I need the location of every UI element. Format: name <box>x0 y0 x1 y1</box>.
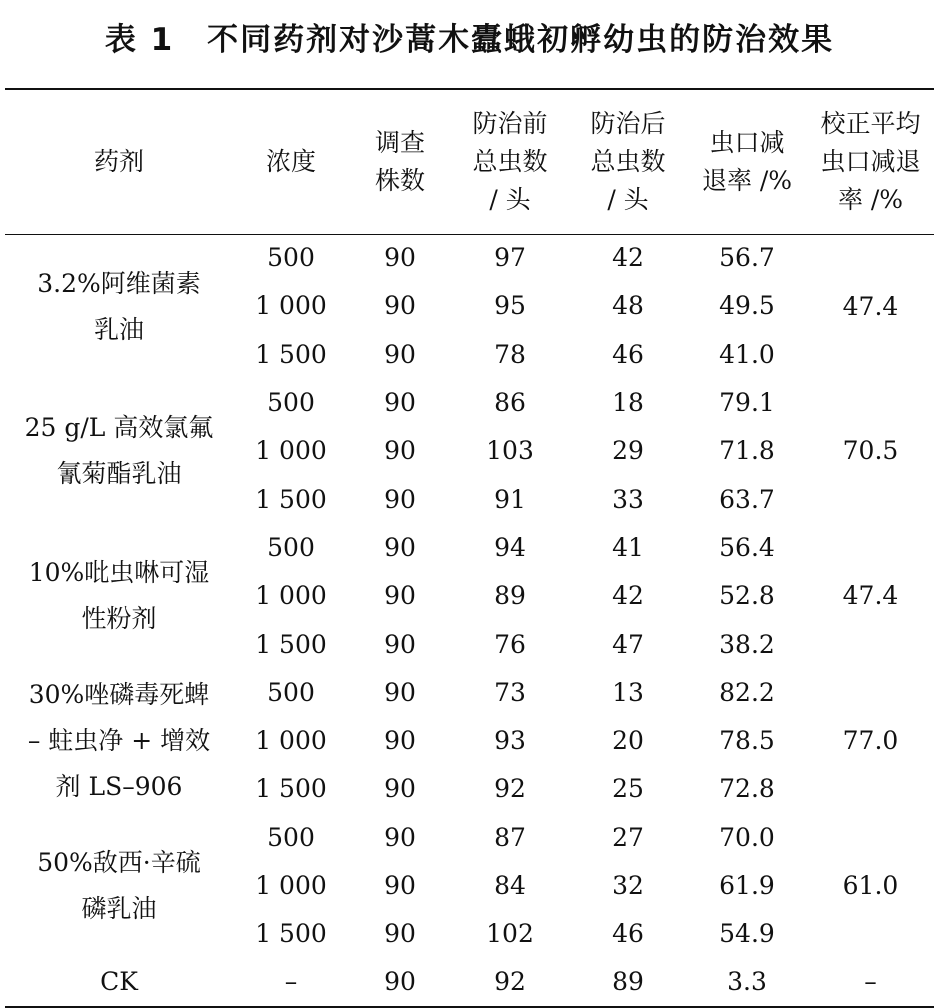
concentration-cell: 1 500 <box>255 919 327 949</box>
reduction-rate-cell: 41.0 <box>719 339 775 369</box>
corrected-avg-cell: 47.4 <box>842 581 899 611</box>
concentration-cell: 1 000 <box>255 581 327 611</box>
plant-count-cell: 90 <box>384 871 416 900</box>
larvae-before-cell: 73 <box>494 677 526 707</box>
concentration-cell: 1 500 <box>255 484 327 514</box>
table-row <box>5 814 934 862</box>
concentration-cell: 500 <box>267 243 315 273</box>
plant-count-cell: 90 <box>384 919 416 949</box>
col-header-reduction-rate: 虫口减 退率 /% <box>701 127 793 195</box>
reduction-rate-cell: 79.1 <box>719 388 775 418</box>
reduction-rate-cell: 70.0 <box>719 822 775 852</box>
concentration-cell: 500 <box>267 388 315 418</box>
col-header-plant-count: 调查 株数 <box>374 127 425 195</box>
table-title: 表 1 不同药剂对沙蒿木蠹蛾初孵幼虫的防治效果 <box>104 22 835 58</box>
concentration-cell: 1 000 <box>255 871 327 900</box>
reduction-rate-cell: 78.5 <box>719 726 775 756</box>
reduction-rate-cell: 71.8 <box>719 436 775 466</box>
larvae-after-cell: 27 <box>612 822 644 852</box>
reduction-rate-cell: 72.8 <box>719 774 775 804</box>
agent-cell: 25 g/L 高效氯氟 氰菊酯乳油 <box>24 413 214 489</box>
table-row <box>5 669 934 717</box>
agent-cell: 30%唑磷毒死蜱 – 蛀虫净 + 增效 剂 LS–906 <box>27 680 211 802</box>
plant-count-cell: 90 <box>384 484 416 514</box>
larvae-before-cell: 97 <box>494 243 526 273</box>
larvae-after-cell: 33 <box>612 484 644 514</box>
col-header-concentration: 浓度 <box>265 146 316 176</box>
plant-count-cell: 90 <box>384 339 416 369</box>
concentration-cell: 1 000 <box>255 291 327 321</box>
reduction-rate-cell: 56.4 <box>719 532 775 562</box>
corrected-avg-cell: 61.0 <box>842 871 899 900</box>
plant-count-cell: 90 <box>384 774 416 804</box>
larvae-before-cell: 102 <box>486 919 534 949</box>
data-table <box>5 88 934 1008</box>
larvae-after-cell: 32 <box>612 871 644 900</box>
plant-count-cell: 90 <box>384 726 416 756</box>
larvae-before-cell: 92 <box>494 967 526 997</box>
larvae-after-cell: 48 <box>612 291 644 321</box>
concentration-cell: 1 500 <box>255 629 327 659</box>
larvae-after-cell: 46 <box>612 919 644 949</box>
reduction-rate-cell: 54.9 <box>719 919 775 949</box>
larvae-before-cell: 103 <box>486 436 534 466</box>
col-header-agent: 药剂 <box>93 146 144 176</box>
reduction-rate-cell: 49.5 <box>719 291 775 321</box>
concentration-cell: 1 500 <box>255 339 327 369</box>
table-body <box>5 234 934 1007</box>
larvae-before-cell: 91 <box>494 484 526 514</box>
plant-count-cell: 90 <box>384 243 416 273</box>
agent-cell: 3.2%阿维菌素 乳油 <box>37 268 201 344</box>
larvae-after-cell: 25 <box>612 774 644 804</box>
larvae-before-cell: 76 <box>494 629 526 659</box>
reduction-rate-cell: 63.7 <box>719 484 775 514</box>
plant-count-cell: 90 <box>384 581 416 611</box>
agent-cell: 50%敌西·辛硫 磷乳油 <box>37 848 201 923</box>
concentration-cell: 500 <box>267 532 315 562</box>
larvae-before-cell: 93 <box>494 726 526 756</box>
agent-cell: 10%吡虫啉可湿 性粉剂 <box>28 558 210 634</box>
reduction-rate-cell: 56.7 <box>719 243 775 273</box>
larvae-after-cell: 89 <box>612 967 644 997</box>
larvae-after-cell: 42 <box>612 243 644 273</box>
col-header-corrected-avg-rate: 校正平均 虫口减退 率 /% <box>820 108 921 214</box>
larvae-before-cell: 95 <box>494 291 526 321</box>
larvae-before-cell: 92 <box>494 774 526 804</box>
reduction-rate-cell: 38.2 <box>719 629 775 659</box>
larvae-before-cell: 86 <box>494 388 526 418</box>
corrected-avg-cell: – <box>864 967 877 997</box>
plant-count-cell: 90 <box>384 388 416 418</box>
larvae-before-cell: 78 <box>494 339 526 369</box>
concentration-cell: 1 500 <box>255 774 327 804</box>
larvae-before-cell: 89 <box>494 581 526 611</box>
plant-count-cell: 90 <box>384 822 416 852</box>
table-row <box>5 234 934 282</box>
plant-count-cell: 90 <box>384 967 416 997</box>
reduction-rate-cell: 61.9 <box>719 871 775 900</box>
plant-count-cell: 90 <box>384 291 416 321</box>
concentration-cell: 1 000 <box>255 436 327 466</box>
table-row <box>5 379 934 427</box>
table-row <box>5 524 934 572</box>
larvae-after-cell: 18 <box>612 388 644 418</box>
table-header <box>5 89 934 234</box>
col-header-larvae-before: 防治前 总虫数 / 头 <box>472 108 548 214</box>
reduction-rate-cell: 52.8 <box>719 581 775 611</box>
col-header-larvae-after: 防治后 总虫数 / 头 <box>590 108 666 214</box>
reduction-rate-cell: 82.2 <box>719 677 775 707</box>
larvae-before-cell: 84 <box>494 871 526 900</box>
larvae-after-cell: 41 <box>612 532 644 562</box>
concentration-cell: 500 <box>267 822 315 852</box>
larvae-before-cell: 94 <box>494 532 526 562</box>
larvae-after-cell: 20 <box>612 726 644 756</box>
larvae-after-cell: 29 <box>612 436 644 466</box>
larvae-after-cell: 47 <box>612 629 644 659</box>
header-row <box>5 89 934 234</box>
plant-count-cell: 90 <box>384 677 416 707</box>
larvae-after-cell: 42 <box>612 581 644 611</box>
plant-count-cell: 90 <box>384 629 416 659</box>
concentration-cell: 500 <box>267 677 315 707</box>
concentration-cell: 1 000 <box>255 726 327 756</box>
larvae-after-cell: 13 <box>612 677 644 707</box>
corrected-avg-cell: 70.5 <box>842 436 899 466</box>
plant-count-cell: 90 <box>384 436 416 466</box>
larvae-before-cell: 87 <box>494 822 526 852</box>
corrected-avg-cell: 47.4 <box>842 291 899 321</box>
corrected-avg-cell: 77.0 <box>842 726 899 756</box>
larvae-after-cell: 46 <box>612 339 644 369</box>
plant-count-cell: 90 <box>384 532 416 562</box>
agent-cell: CK <box>100 967 138 997</box>
concentration-cell: – <box>284 967 298 997</box>
table-row-ck <box>5 958 934 1006</box>
reduction-rate-cell: 3.3 <box>727 967 767 997</box>
